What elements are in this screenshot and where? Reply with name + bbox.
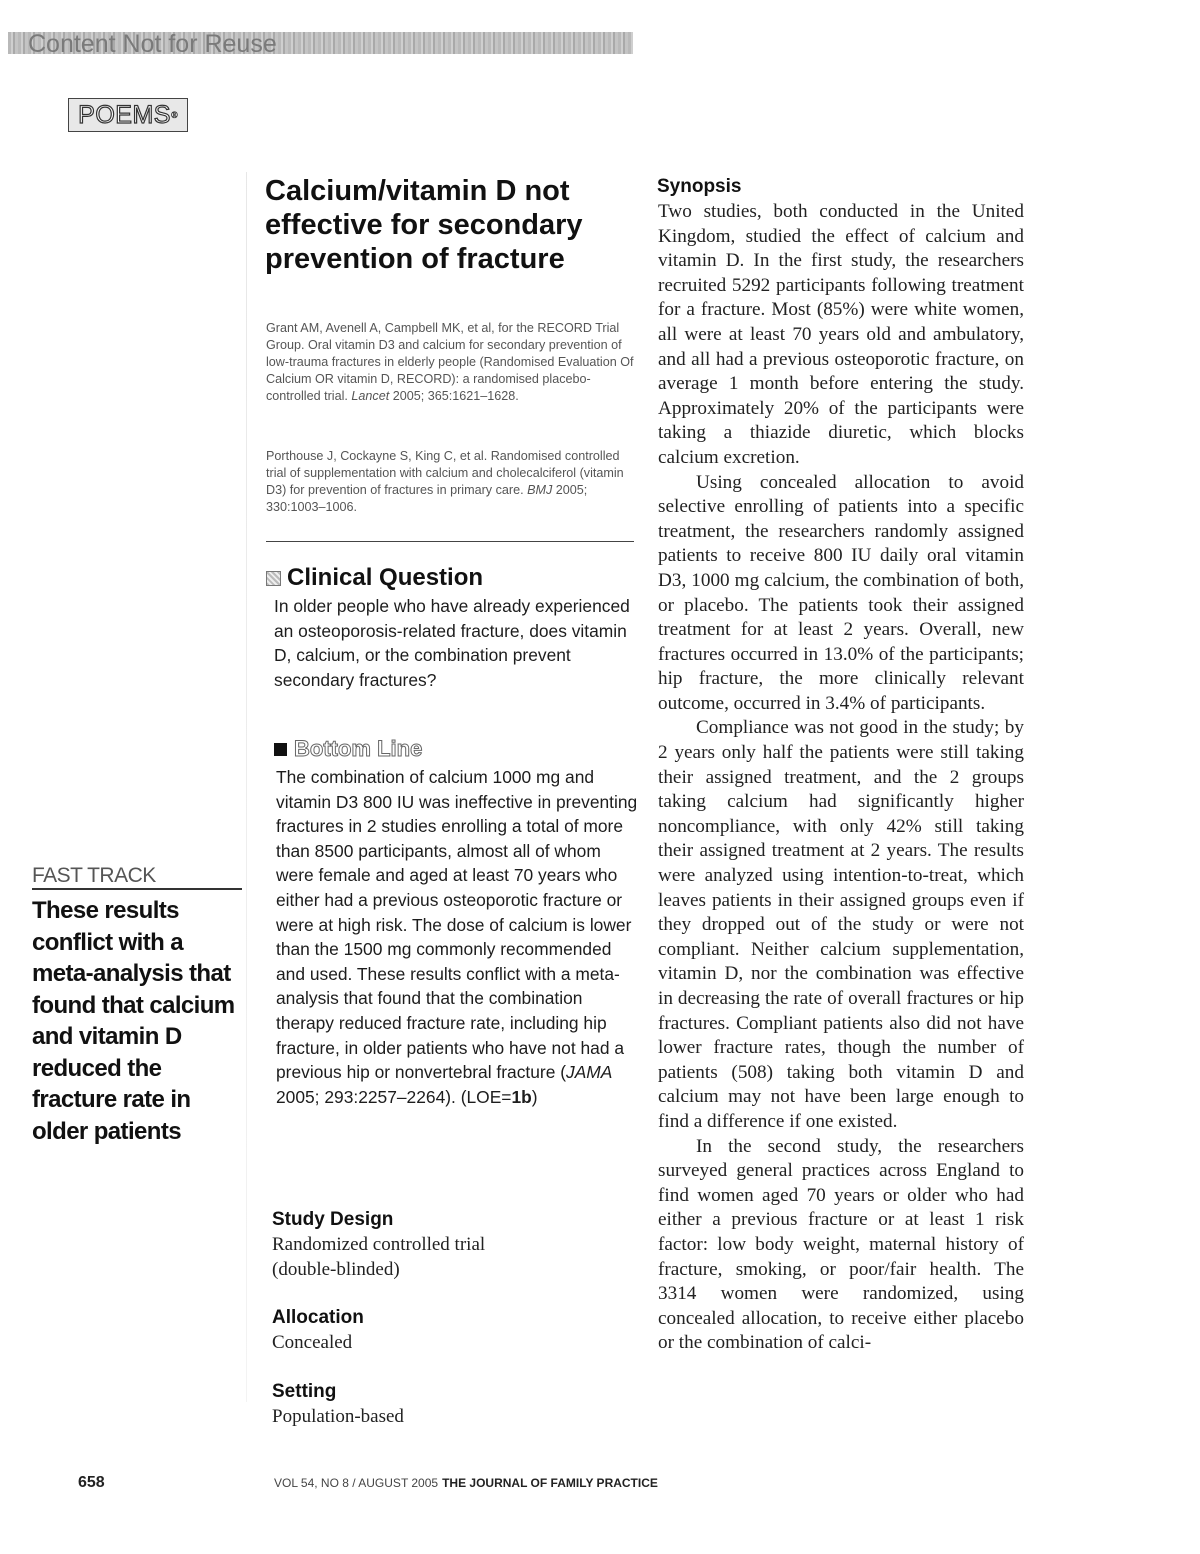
section-divider — [266, 541, 634, 542]
citation-2 — [266, 448, 636, 516]
fast-track-body: These results conflict with a meta-analysis that found that calcium and vitamin D reduced the fracture rate in older patients — [32, 897, 235, 1145]
poems-logo — [68, 98, 188, 132]
citation-ref: 2005; 330:1003–1006. — [266, 483, 588, 514]
fast-track-label: FAST TRACK — [32, 864, 156, 887]
allocation-value: Concealed — [272, 1332, 353, 1353]
clinical-question-title: Clinical Question — [287, 564, 484, 591]
issue-info: VOL 54, NO 8 / AUGUST 2005 — [274, 1476, 439, 1490]
square-bullet-icon — [274, 743, 287, 756]
citation-journal: BMJ — [527, 483, 553, 497]
journal-name: THE JOURNAL OF FAMILY PRACTICE — [442, 1476, 658, 1490]
study-design-label: Study Design — [272, 1209, 394, 1230]
question-box-icon — [266, 571, 281, 586]
allocation-label: Allocation — [272, 1307, 364, 1328]
bottom-line-journal: JAMA — [566, 1062, 613, 1083]
fast-track-rule — [32, 888, 242, 890]
column-divider — [246, 172, 247, 1402]
citation-ref: 2005; 365:1621–1628. — [389, 389, 519, 403]
registered-mark: ® — [170, 110, 178, 120]
setting — [272, 1380, 632, 1429]
page-number: 658 — [78, 1474, 105, 1491]
citation-journal: Lancet — [351, 389, 390, 403]
citation-text: Porthouse J, Cockayne S, King C, et al. Randomised controlled trial of supplementation with calcium and cholecalciferol (vitamin D3) for prevention of fractures in primary care. — [266, 449, 624, 497]
setting-label: Setting — [272, 1381, 337, 1402]
study-design — [272, 1208, 632, 1282]
synopsis-paragraph: In the second study, the researchers surveyed general practices across England to find women aged 70 years or older who had either a previous fracture or at least 1 risk factor: low body weight, maternal history of fracture, smoking, or poor/fair health. The 3314 women were randomized, using concealed allocation, to receive either placebo or the combination of calci- — [658, 1135, 1024, 1354]
citation-text: Grant AM, Avenell A, Campbell MK, et al, for the RECORD Trial Group. Oral vitamin D3 and calcium for secondary prevention of low-trauma fractures in elderly people (Randomised Evaluation Of Calcium OR vitamin D, RECORD): a randomised placebo-controlled trial. — [266, 321, 634, 403]
study-design-value: Randomized controlled trial (double-blinded) — [272, 1234, 486, 1280]
loe-close: ) — [531, 1086, 538, 1107]
synopsis-paragraph: Using concealed allocation to avoid selective enrolling of patients into a specific treatment, the researchers randomly assigned patients to receive 800 IU daily oral vitamin D3, 1000 mg calcium, the combination of both, or placebo. The patients took their assigned treatment for at least 2 years. Overall, new fractures occurred in 13.0% of the participants; hip fracture, the more clinically relevant outcome, occurred in 3.4% of participants. — [658, 471, 1024, 714]
bottom-line-heading — [274, 736, 422, 762]
synopsis-body — [658, 200, 1024, 1356]
synopsis-heading: Synopsis — [657, 176, 742, 197]
allocation — [272, 1306, 632, 1355]
footer-issue — [274, 1476, 658, 1490]
poems-logo-text: POEMS — [78, 100, 171, 129]
article-title: Calcium/vitamin D not effective for secondary prevention of fracture — [265, 175, 583, 275]
clinical-question-heading — [266, 564, 483, 592]
synopsis-paragraph: Compliance was not good in the study; by 2 years only half the patients were still taking their assigned treatment, and the 2 groups taking calcium had significantly higher noncompliance, with only 42% still taking their assigned treatment at 2 years. The results were analyzed using intention-to-treat, which leaves patients in their assigned groups even if they dropped out of the study or were not compliant. Neither calcium supplementation, vitamin D, nor the combination was effective in decreasing the rate of overall fractures or hip fractures. Compliant patients also did not have lower fracture rates, though the number of patients (508) taking both vitamin D and calcium may not have been large enough to find a difference if one existed. — [658, 717, 1024, 1132]
synopsis-paragraph: Two studies, both conducted in the United Kingdom, studied the effect of calcium and vitamin D. In the first study, the researchers recruited 5292 participants following treatment for a fracture. Most (85%) were white women, all were at least 70 years old and ambulatory, and all had a previous osteoporotic fracture, on average 1 month before entering the study. Approximately 20% of the participants were taking a thiazide diuretic, which blocks calcium excretion. — [658, 201, 1024, 468]
bottom-line-text: The combination of calcium 1000 mg and vitamin D3 800 IU was ineffective in preventing fractures in 2 studies enrolling a total of more than 8500 participants, almost all of whom were female and aged at least 70 years who either had a previous osteoporotic fracture or were at high risk. The dose of calcium is lower than the 1500 mg commonly recommended and used. These results conflict with a meta-analysis that found that the combination therapy reduced fracture rate, including hip fracture, in older patients who have not had a previous hip or nonvertebral fracture ( — [276, 767, 638, 1083]
bottom-line-ref: 2005; 293:2257–2264). (LOE= — [276, 1086, 512, 1107]
setting-value: Population-based — [272, 1406, 404, 1427]
bottom-line-body — [276, 765, 641, 1109]
watermark-text: Content Not for Reuse — [28, 30, 277, 58]
loe-value: 1b — [511, 1086, 532, 1107]
bottom-line-title: Bottom Line — [294, 736, 423, 761]
citation-1 — [266, 320, 636, 405]
clinical-question-body: In older people who have already experienced an osteoporosis-related fracture, does vitamin D, calcium, or the combination prevent secondary fractures? — [274, 596, 630, 690]
